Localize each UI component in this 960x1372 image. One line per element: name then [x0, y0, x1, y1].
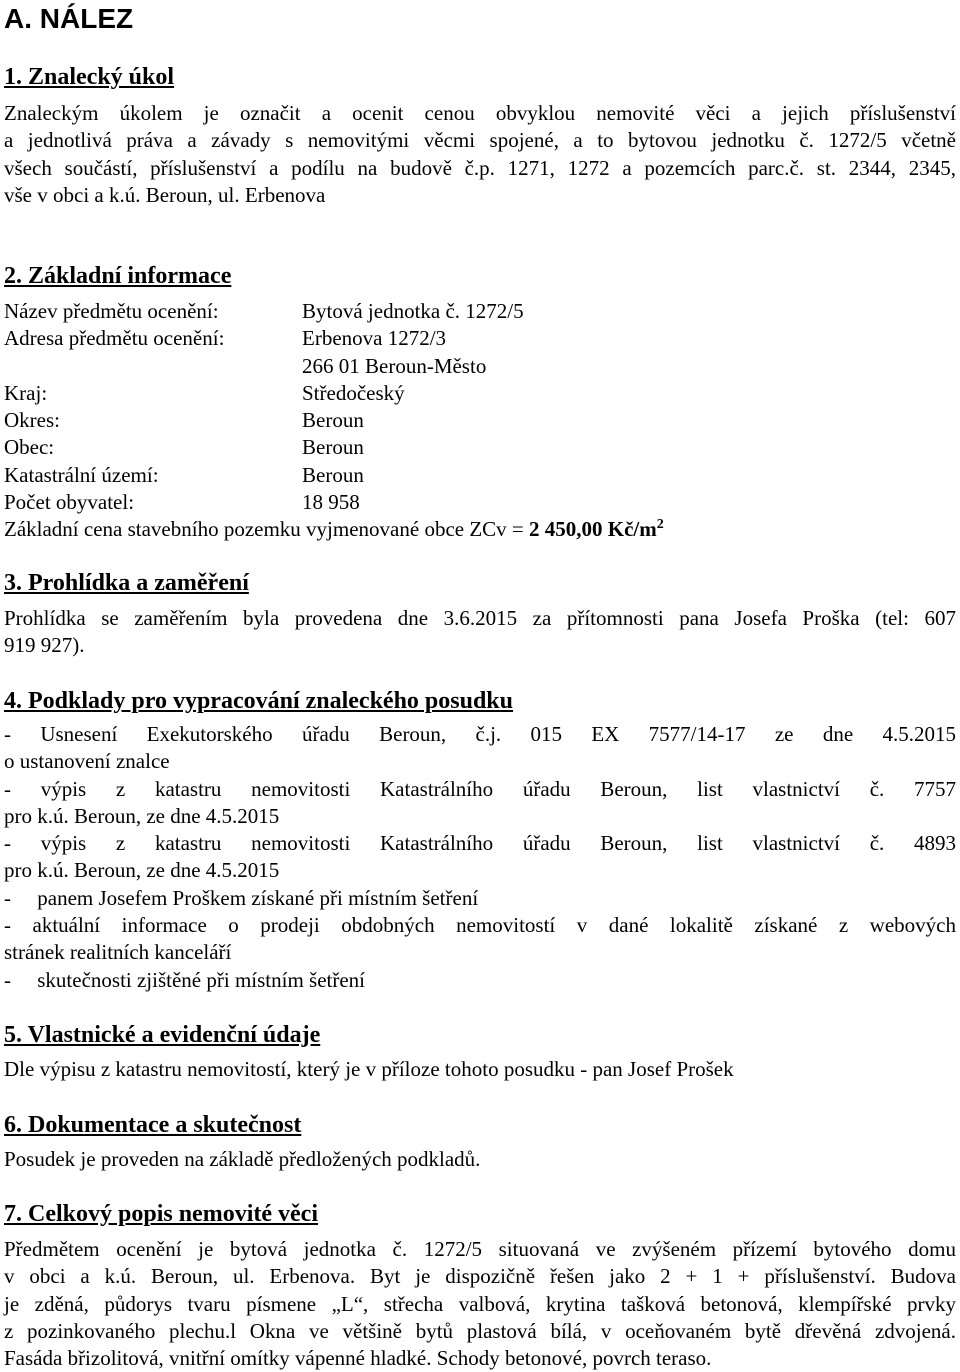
- info-label: Kraj:: [4, 380, 48, 405]
- list-item: - výpis z katastru nemovitosti Katastrálního úřadu Beroun, list vlastnictví č. 7757: [4, 776, 956, 801]
- info-value: Bytová jednotka č. 1272/5: [302, 299, 524, 323]
- list-item: - výpis z katastru nemovitosti Katastrálního úřadu Beroun, list vlastnictví č. 4893: [4, 831, 956, 856]
- section-5-heading: 5. Vlastnické a evidenční údaje: [4, 1022, 321, 1048]
- list-item-cont: o ustanovení znalce: [4, 749, 170, 774]
- info-value: Beroun: [302, 435, 364, 460]
- section-1-line: a jednotlivá práva a závady s nemovitými věcmi spojené, a to bytovou jednotku č. 1272/5 včetně: [4, 128, 956, 153]
- info-row: [4, 298, 956, 325]
- section-3-text: [4, 605, 956, 660]
- section-4-heading: 4. Podklady pro vypracování znaleckého posudku: [4, 688, 514, 714]
- list-item: - panem Josefem Proškem získané při místním šetření: [4, 885, 479, 910]
- base-price-value: 2 450,00 Kč/m: [529, 517, 657, 542]
- section-3-heading: 3. Prohlídka a zaměření: [4, 570, 249, 596]
- info-value: Beroun: [302, 408, 364, 433]
- section-3-line: 919 927).: [4, 633, 85, 658]
- info-value: Středočeský: [302, 380, 405, 405]
- info-label: Obec:: [4, 435, 55, 460]
- base-price-sup: 2: [656, 517, 664, 533]
- section-7-text: [4, 1236, 956, 1372]
- info-row: [4, 434, 956, 461]
- section-7-line: z pozinkovaného plechu.l Okna ve většině bytů plastová bílá, v oceňovaném bytě dřevěná zdvojená.: [4, 1318, 956, 1343]
- list-item-cont: stránek realitních kanceláří: [4, 940, 232, 965]
- info-value: Erbenova 1272/3: [302, 326, 447, 351]
- base-price-row: [4, 516, 956, 543]
- section-1-line: všech součástí, příslušenství a podílu na budově č.p. 1271, 1272 a pozemcích parc.č. st. 2344, 2345,: [4, 155, 956, 180]
- section-6-line: Posudek je proveden na základě předložených podkladů.: [4, 1147, 481, 1171]
- section-7-line: Fasáda břizolitová, vnitřní omítky vápenné hladké. Schody betonové, povrch teraso.: [4, 1346, 712, 1371]
- info-row: [4, 325, 956, 352]
- base-price-text: Základní cena stavebního pozemku vyjmenované obce ZCv =: [4, 517, 530, 542]
- list-item-cont: pro k.ú. Beroun, ze dne 4.5.2015: [4, 858, 280, 883]
- basic-info-table: [4, 298, 956, 544]
- info-row: [4, 407, 956, 434]
- sources-list: [4, 721, 956, 994]
- section-5-text: [4, 1056, 956, 1083]
- info-row: [4, 462, 956, 489]
- section-7-line: v obci a k.ú. Beroun, ul. Erbenova. Byt je dispozičně řešen jako 2 + 1 + příslušenství. Budova: [4, 1264, 956, 1289]
- info-label: Název předmětu ocenění:: [4, 299, 219, 323]
- section-2-heading: 2. Základní informace: [4, 263, 232, 289]
- list-item: - Usnesení Exekutorského úřadu Beroun, č.j. 015 EX 7577/14-17 ze dne 4.5.2015: [4, 722, 956, 746]
- info-label: Katastrální území:: [4, 462, 159, 487]
- info-value: 266 01 Beroun-Město: [302, 353, 487, 378]
- info-row: [4, 380, 956, 407]
- info-row: [4, 489, 956, 516]
- info-label: Okres:: [4, 408, 60, 433]
- info-label: Počet obyvatel:: [4, 490, 135, 515]
- info-row: [4, 353, 956, 380]
- part-title: A. NÁLEZ: [4, 3, 134, 34]
- list-item-cont: pro k.ú. Beroun, ze dne 4.5.2015: [4, 803, 280, 828]
- section-1-heading: 1. Znalecký úkol: [4, 64, 175, 90]
- section-6-text: [4, 1146, 956, 1173]
- section-1-line: vše v obci a k.ú. Beroun, ul. Erbenova: [4, 182, 326, 207]
- section-3-line: Prohlídka se zaměřením byla provedena dne 3.6.2015 za přítomnosti pana Josefa Proška (tel: 607: [4, 606, 956, 630]
- list-item: - skutečnosti zjištěné při místním šetření: [4, 967, 366, 992]
- section-6-heading: 6. Dokumentace a skutečnost: [4, 1112, 302, 1138]
- info-value: Beroun: [302, 462, 364, 487]
- section-7-line: je zděná, půdorys tvaru písmene „L“, střecha valbová, krytina tašková betonová, klempířské prvky: [4, 1291, 956, 1316]
- section-7-heading: 7. Celkový popis nemovité věci: [4, 1201, 318, 1227]
- section-7-line: Předmětem ocenění je bytová jednotka č. 1272/5 situovaná ve zvýšeném přízemí bytového domu: [4, 1237, 956, 1261]
- section-1-line: Znaleckým úkolem je označit a ocenit cenou obvyklou nemovité věci a jejich příslušenství: [4, 101, 956, 125]
- section-5-line: Dle výpisu z katastru nemovitostí, který je v příloze tohoto posudku - pan Josef Prošek: [4, 1057, 734, 1081]
- info-label: Adresa předmětu ocenění:: [4, 326, 225, 351]
- section-1-text: [4, 100, 956, 209]
- info-value: 18 958: [302, 490, 360, 515]
- list-item: - aktuální informace o prodeji obdobných nemovitostí v dané lokalitě získané z webových: [4, 913, 956, 938]
